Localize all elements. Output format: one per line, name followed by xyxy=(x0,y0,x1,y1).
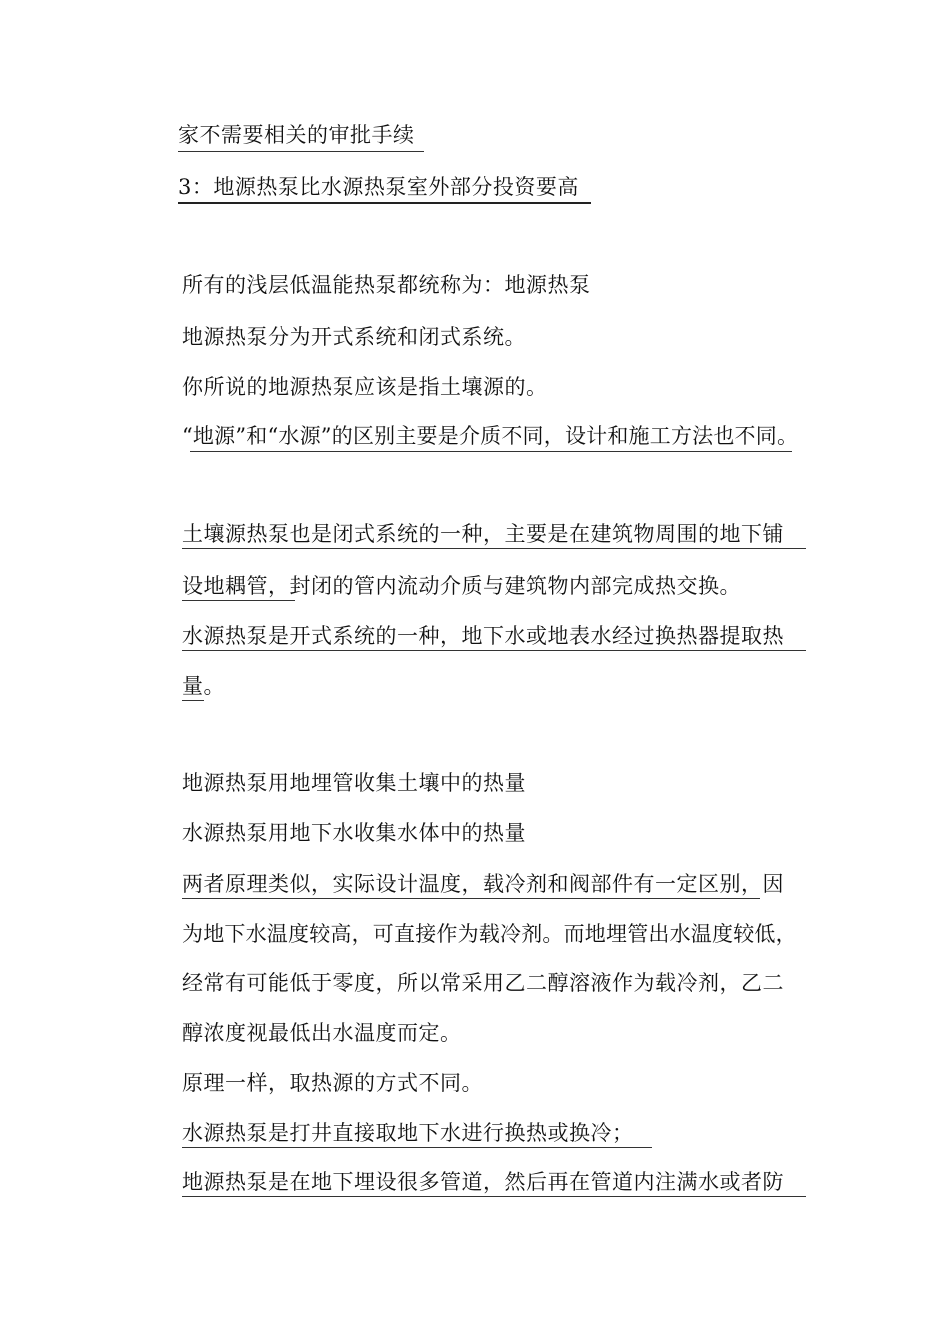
text-line-13: 两者原理类似，实际设计温度，载冷剂和阀部件有一定区别，因 xyxy=(182,872,784,896)
underline-6 xyxy=(190,451,792,452)
text-line-3: 所有的浅层低温能热泵都统称为：地源热泵 xyxy=(182,273,591,297)
text-line-5: 你所说的地源热泵应该是指土壤源的。 xyxy=(182,375,548,399)
text-line-18: 水源热泵是打井直接取地下水进行换热或换冷； xyxy=(182,1121,634,1145)
underline-9 xyxy=(182,650,806,651)
text-line-12: 水源热泵用地下水收集水体中的热量 xyxy=(182,821,526,845)
underline-10 xyxy=(182,700,204,701)
underline-18 xyxy=(182,1147,652,1148)
text-line-7: 土壤源热泵也是闭式系统的一种，主要是在建筑物周围的地下铺 xyxy=(182,522,784,546)
text-line-19: 地源热泵是在地下埋设很多管道，然后再在管道内注满水或者防 xyxy=(182,1170,784,1194)
text-line-15: 经常有可能低于零度，所以常采用乙二醇溶液作为载冷剂，乙二 xyxy=(182,971,784,995)
text-line-11: 地源热泵用地埋管收集土壤中的热量 xyxy=(182,771,526,795)
text-line-9: 水源热泵是开式系统的一种，地下水或地表水经过换热器提取热 xyxy=(182,624,784,648)
text-line-8: 设地耦管，封闭的管内流动介质与建筑物内部完成热交换。 xyxy=(182,574,741,598)
text-line-2: 3：地源热泵比水源热泵室外部分投资要高 xyxy=(178,175,579,199)
text-line-6: “地源”和“水源”的区别主要是介质不同，设计和施工方法也不同。 xyxy=(182,424,799,448)
text-line-10: 量。 xyxy=(182,674,225,698)
text-line-4: 地源热泵分为开式系统和闭式系统。 xyxy=(182,325,526,349)
text-line-14: 为地下水温度较高，可直接作为载冷剂。而地埋管出水温度较低， xyxy=(182,922,797,946)
text-line-17: 原理一样，取热源的方式不同。 xyxy=(182,1071,483,1095)
underline-19 xyxy=(182,1196,806,1197)
text-line-16: 醇浓度视最低出水温度而定。 xyxy=(182,1021,462,1045)
underline-7 xyxy=(182,548,806,549)
underline-8 xyxy=(182,600,295,601)
underline-1 xyxy=(178,151,424,152)
underline-13 xyxy=(182,898,760,899)
underline-2 xyxy=(178,202,591,204)
text-line-1: 家不需要相关的审批手续 xyxy=(178,123,415,147)
